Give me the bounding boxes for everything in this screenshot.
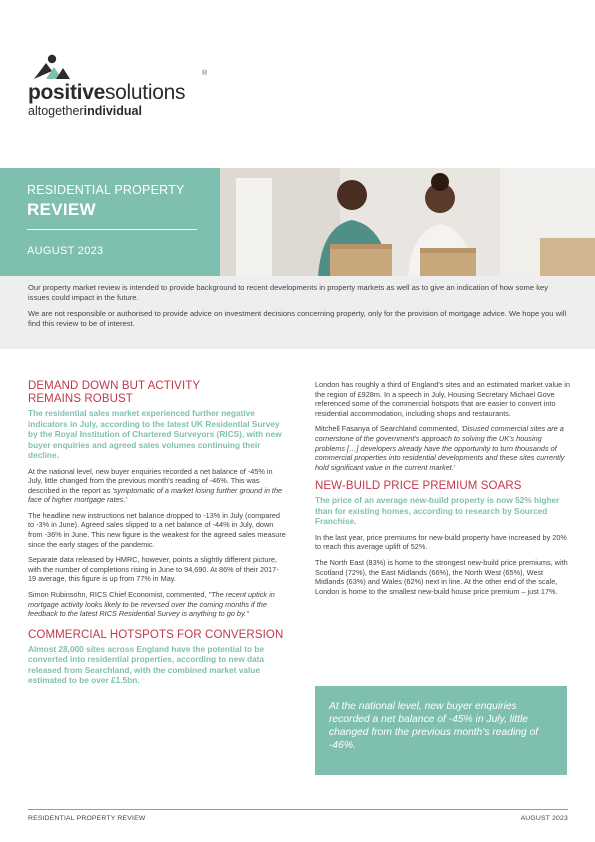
- body-paragraph: The headline new instructions net balance dropped to -13% in July (compared to -3% in June). Agreed sales slipped to a net balance of -44% in July, down from -36% in June. This new figure is the weakest for the agreed sales measure since the early stages of the pandemic.: [28, 510, 286, 549]
- section-lead-new-build: The price of an average new-build property is now 52% higher than for existing homes, according to research by Sourced Franchise.: [315, 495, 560, 527]
- intro-paragraph-1: Our property market review is intended to provide background to recent developments in property markets as well as to give an indication of how some key issues could impact in the future.: [28, 283, 549, 302]
- body-paragraph: At the national level, new buyer enquiries recorded a net balance of -45% in July, little changed from the previous month's reading of -46%. This was described in the report as 'symptomatic of a market losing further ground in the face of higher mortgage rates.': [28, 466, 283, 505]
- footer-date: AUGUST 2023: [520, 815, 568, 822]
- hero-title-band: [0, 168, 220, 276]
- section-heading-commercial-hotspots: COMMERCIAL HOTSPOTS FOR CONVERSION: [28, 628, 284, 641]
- section-heading-new-build: NEW-BUILD PRICE PREMIUM SOARS: [315, 480, 522, 493]
- logo-registered-mark: ®: [202, 70, 208, 77]
- pull-quote: [315, 686, 567, 775]
- body-paragraph: London has roughly a third of England's sites and an estimated market value in the region of £928m. In a speech in July, Housing Secretary Michael Gove referenced some of the commercial hotspots that are easier to convert into residential accommodation, including shops and restaurants.: [315, 380, 570, 418]
- section-heading-demand: DEMAND DOWN BUT ACTIVITY REMAINS ROBUST: [28, 380, 201, 405]
- logo: [28, 52, 218, 122]
- right-column: [315, 380, 570, 602]
- intro-paragraph-2: We are not responsible or authorised to provide advice on investment decisions concerning property, only for the provision of mortgage advice. We hope you will find this review to be of interest.: [28, 309, 567, 328]
- section-lead-demand: The residential sales market experienced further negative indicators in July, according to the latest UK Residential Survey by the Royal Institution of Chartered Surveyors (RICS), with new buyer enquiries and agreed sales volumes continuing their decline.: [28, 408, 282, 460]
- hero-label-residential-property: RESIDENTIAL PROPERTY: [27, 183, 185, 197]
- intro-panel: [0, 276, 595, 349]
- body-paragraph: Simon Rubinsohn, RICS Chief Economist, commented, "The recent uptick in mortgage activity looks likely to be reversed over the coming months if the feedback to the latest RICS Residential Survey is anything to go by.": [28, 590, 275, 619]
- footer-title: RESIDENTIAL PROPERTY REVIEW: [28, 815, 146, 822]
- body-paragraph: The North East (83%) is home to the strongest new-build price premiums, with Scotland (72%), the East Midlands (66%), the North West (65%), West Midlands (63%) and Wales (62%) next in line. At the other end of the scale, London is home to the smallest new-build house price premium – just 17%.: [315, 558, 568, 596]
- body-paragraph: Mitchell Fasanya of Searchland commented, 'Disused commercial sites are a cornerstone of the government's approach to solving the UK's housing problems […] developers already have the opportunity to turn thousands of commercial properties into residential developments and these sites currently hold significant value in the current market.': [315, 424, 565, 472]
- hero-banner: [0, 168, 595, 276]
- logo-tagline: altogetherindividual: [28, 104, 142, 118]
- body-paragraph: Separate data released by HMRC, however, points a slightly different picture, with the number of completions rising in June to 94,690. At 86% of their 2017-19 average, this figure is up from 77% in May.: [28, 555, 279, 584]
- hero-label-review: REVIEW: [27, 200, 96, 219]
- body-paragraph: In the last year, price premiums for new-build property have increased by 20% to reach this average uplift of 52%.: [315, 532, 567, 552]
- hero-divider: [27, 229, 197, 230]
- section-lead-commercial-hotspots: Almost 28,000 sites across England have the potential to be converted into residential properties, according to new data released from Searchland, with the combined market value estimated to be over £1.5bn.: [28, 643, 265, 686]
- logo-mark-icon: [32, 54, 72, 80]
- pull-quote-text: At the national level, new buyer enquiries recorded a net balance of -45% in July, little changed from the previous month's reading of -46%.: [329, 701, 539, 751]
- footer-divider: [28, 809, 568, 810]
- hero-date: AUGUST 2023: [27, 245, 104, 257]
- logo-wordmark: positivesolutions: [28, 81, 186, 104]
- left-column: [28, 380, 286, 692]
